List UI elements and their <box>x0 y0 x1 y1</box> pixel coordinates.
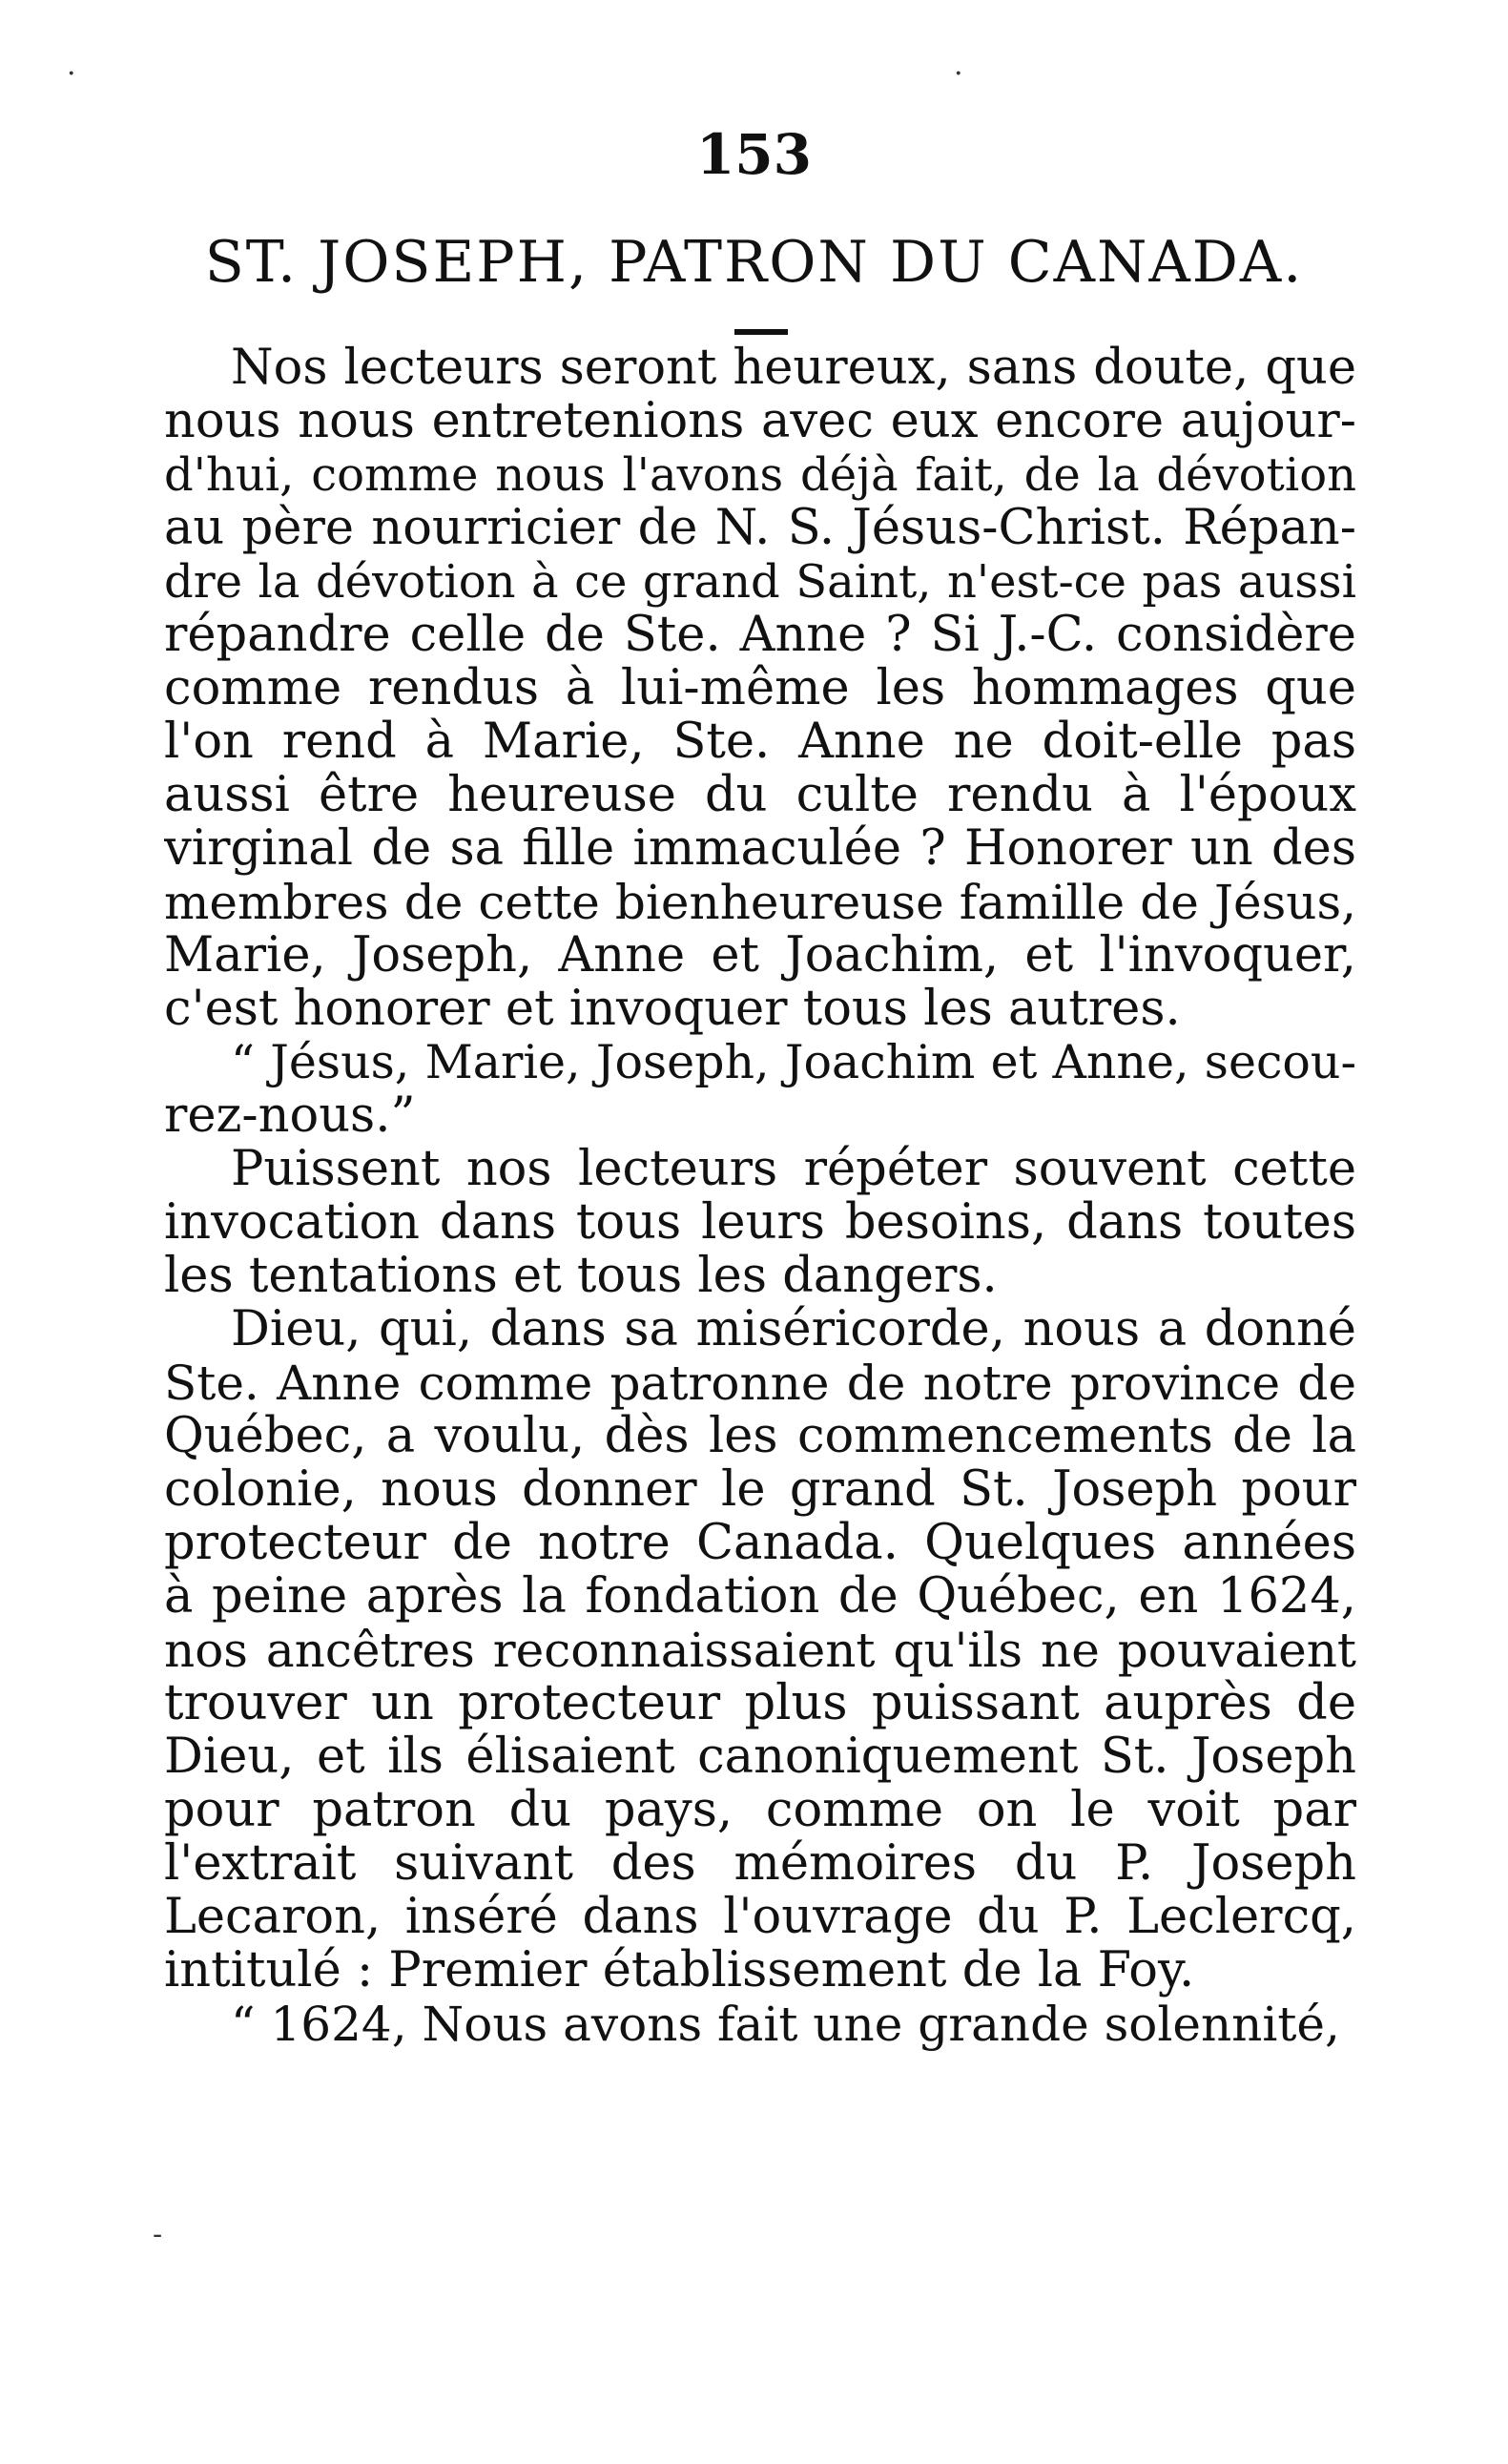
body-text <box>164 342 1356 2051</box>
text-line: membres de cette bienheureuse famille de Jésus, <box>164 876 1356 929</box>
text-line: l'extrait suivant des mémoires du P. Joseph <box>164 1837 1356 1891</box>
text-line: protecteur de notre Canada. Quelques années <box>164 1517 1356 1570</box>
scan-speck: · <box>954 57 963 91</box>
text-line: les tentations et tous les dangers. <box>164 1250 998 1303</box>
scan-speck: · <box>67 57 76 91</box>
text-line: comme rendus à lui-même les hommages que <box>164 662 1356 715</box>
text-line: d'hui, comme nous l'avons déjà fait, de la dévotion <box>164 448 1356 502</box>
text-line: Nos lecteurs seront heureux, sans doute, que <box>231 342 1356 395</box>
text-line: dre la dévotion à ce grand Saint, n'est-ce pas aussi <box>164 555 1356 609</box>
title-rule <box>734 329 788 335</box>
text-line: à peine après la fondation de Québec, en 1624, <box>164 1570 1356 1624</box>
text-line: nous nous entretenions avec eux encore aujour- <box>164 395 1356 448</box>
text-line: trouver un protecteur plus puissant auprès de <box>164 1677 1356 1730</box>
text-line: l'on rend à Marie, Ste. Anne ne doit-elle pas <box>164 715 1356 769</box>
text-line: aussi être heureuse du culte rendu à l'époux <box>164 769 1356 822</box>
text-line: intitulé : Premier établissement de la Foy. <box>164 1944 1195 1998</box>
text-line: “ 1624, Nous avons fait une grande solennité, <box>231 1998 1340 2051</box>
text-line: virginal de sa fille immaculée ? Honorer un des <box>164 822 1356 876</box>
text-line: rez-nous.” <box>164 1089 416 1143</box>
text-line: pour patron du pays, comme on le voit par <box>164 1784 1356 1837</box>
text-line: Québec, a voulu, dès les commencements de la <box>164 1410 1356 1463</box>
text-line: Ste. Anne comme patronne de notre province de <box>164 1356 1356 1410</box>
scan-speck: - <box>153 2218 163 2251</box>
text-line: Lecaron, inséré dans l'ouvrage du P. Leclercq, <box>164 1891 1356 1944</box>
text-line: nos ancêtres reconnaissaient qu'ils ne pouvaient <box>164 1624 1356 1677</box>
text-line: Marie, Joseph, Anne et Joachim, et l'invoquer, <box>164 929 1356 983</box>
page-number: 153 <box>695 122 813 187</box>
text-line: au père nourricier de N. S. Jésus-Christ. Répan- <box>164 502 1356 555</box>
text-line: invocation dans tous leurs besoins, dans toutes <box>164 1196 1356 1250</box>
text-line: Dieu, qui, dans sa miséricorde, nous a donné <box>231 1303 1356 1356</box>
text-line: Dieu, et ils élisaient canoniquement St. Joseph <box>164 1730 1356 1784</box>
text-line: c'est honorer et invoquer tous les autres. <box>164 983 1181 1036</box>
text-line: Puissent nos lecteurs répéter souvent cette <box>231 1143 1356 1196</box>
text-line: “ Jésus, Marie, Joseph, Joachim et Anne, secou- <box>231 1036 1356 1089</box>
chapter-title: ST. JOSEPH, PATRON DU CANADA. <box>204 229 1304 296</box>
text-line: répandre celle de Ste. Anne ? Si J.-C. considère <box>164 609 1356 662</box>
text-line: colonie, nous donner le grand St. Joseph pour <box>164 1463 1356 1517</box>
